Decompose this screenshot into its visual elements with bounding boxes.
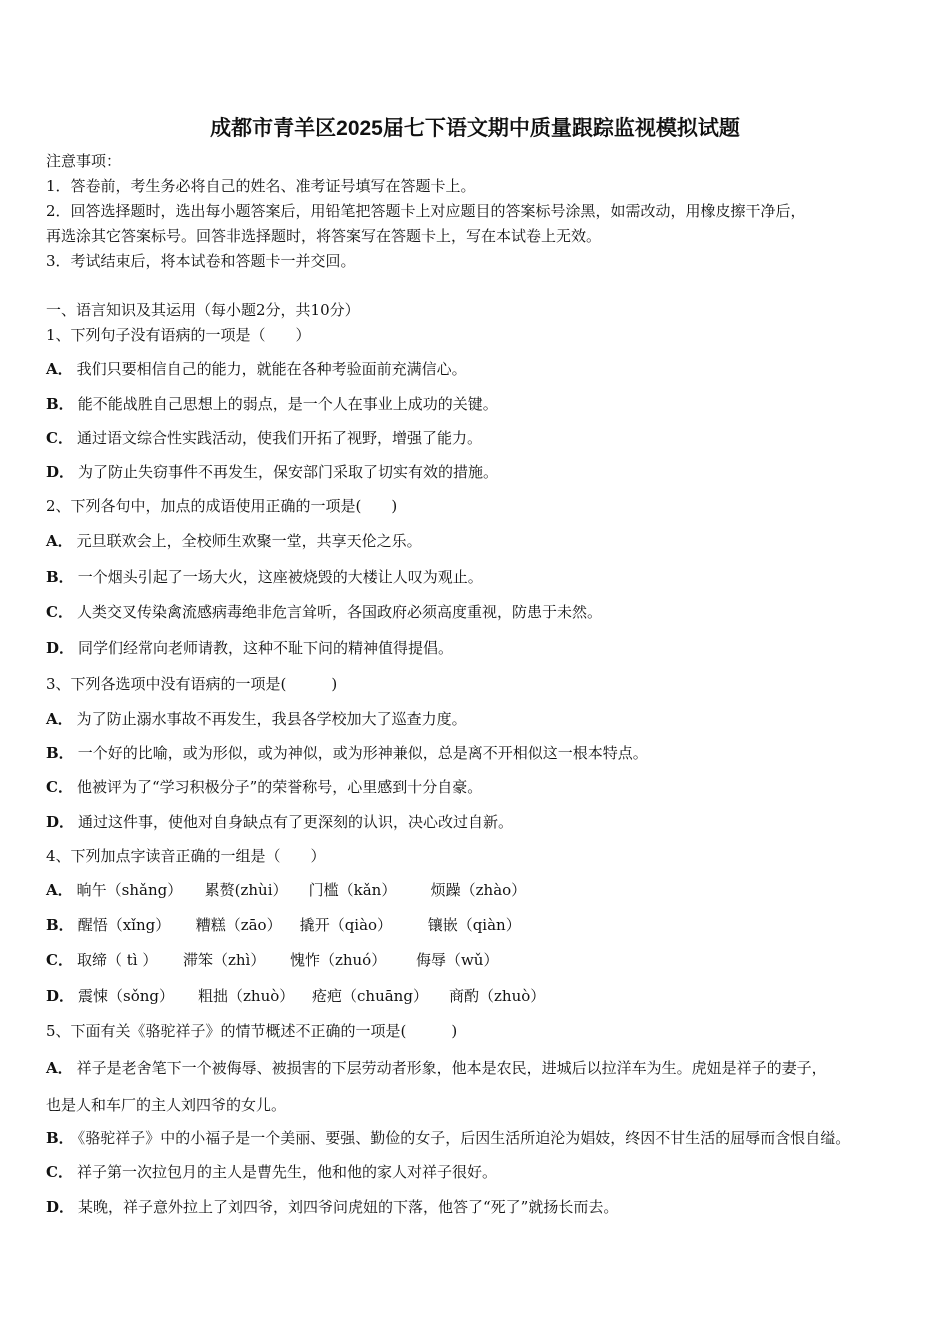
question-2-option-b: [46, 567, 483, 587]
question-5-stem: 5、下面有关《骆驼祥子》的情节概述不正确的一项是( ): [46, 1022, 458, 1040]
pinyin-item: 取缔（ tì ）: [76, 951, 158, 969]
option-label: A．: [46, 1059, 73, 1077]
question-5-option-a-cont: 也是人和车厂的主人刘四爷的女儿。: [46, 1096, 287, 1114]
option-text: 元旦联欢会上，全校师生欢聚一堂，共享天伦之乐。: [76, 532, 422, 550]
question-4-option-c: [46, 950, 498, 970]
option-text: 他被评为了“学习积极分子”的荣誉称号，心里感到十分自豪。: [76, 778, 483, 796]
question-5-option-c: [46, 1162, 497, 1182]
exam-title: 成都市青羊区2025届七下语文期中质量跟踪监视模拟试题: [210, 117, 740, 140]
option-label: B．: [46, 395, 74, 413]
option-label: D．: [46, 987, 75, 1005]
option-text: 同学们经常向老师请教，这种不耻下问的精神值得提倡。: [78, 639, 454, 657]
pinyin-item: 粗拙（zhuò）: [198, 987, 295, 1005]
option-label: D．: [46, 639, 75, 657]
pinyin-item: 商酌（zhuò）: [449, 987, 546, 1005]
option-text: 一个烟头引起了一场大火，这座被烧毁的大楼让人叹为观止。: [77, 568, 483, 586]
option-label: D．: [46, 1198, 75, 1216]
question-2-stem: 2、下列各句中，加点的成语使用正确的一项是( ): [46, 497, 398, 515]
option-label: C．: [46, 1163, 73, 1181]
question-2-option-c: [46, 602, 602, 622]
notice-item-3: 3．考试结束后，将本试卷和答题卡一并交回。: [46, 252, 356, 270]
option-label: D．: [46, 813, 75, 831]
option-label: C．: [46, 778, 73, 796]
option-label: A．: [46, 881, 73, 899]
pinyin-item: 滞笨（zhì）: [182, 951, 266, 969]
question-1-option-a: [46, 359, 467, 379]
pinyin-item: 侮辱（wǔ）: [415, 951, 499, 969]
question-1-stem: 1、下列句子没有语病的一项是（ ）: [46, 326, 311, 344]
option-text: 我们只要相信自己的能力，就能在各种考验面前充满信心。: [76, 360, 467, 378]
option-label: B．: [46, 568, 74, 586]
pinyin-item: 疮疤（chuāng）: [312, 987, 428, 1005]
notice-item-1: 1．答卷前，考生务必将自己的姓名、准考证号填写在答题卡上。: [46, 177, 476, 195]
notice-heading: 注意事项：: [46, 152, 122, 170]
question-5-option-a: [46, 1058, 827, 1078]
question-4-option-a: [46, 880, 526, 900]
option-label: D．: [46, 463, 75, 481]
question-2-option-a: [46, 531, 422, 551]
question-3-option-c: [46, 777, 482, 797]
option-text: 一个好的比喻，或为形似，或为神似，或为形神兼似，总是离不开相似这一根本特点。: [77, 744, 648, 762]
question-3-option-d: [46, 812, 513, 832]
pinyin-item: 烦躁（zhào）: [430, 881, 527, 899]
option-text: 能不能战胜自己思想上的弱点，是一个人在事业上成功的关键。: [77, 395, 498, 413]
notice-item-2: 2．回答选择题时，选出每小题答案后，用铅笔把答题卡上对应题目的答案标号涂黑，如需改动，用橡皮擦干净后，: [46, 202, 806, 220]
question-3-option-a: [46, 709, 467, 729]
pinyin-item: 累赘(zhùi）: [204, 881, 288, 899]
question-3-option-b: [46, 743, 648, 763]
option-text: 某晚，祥子意外拉上了刘四爷，刘四爷问虎妞的下落，他答了“死了”就扬长而去。: [78, 1198, 619, 1216]
question-3-stem: 3、下列各选项中没有语病的一项是( ): [46, 675, 338, 693]
pinyin-item: 愧怍（zhuó）: [289, 951, 387, 969]
question-4-option-b: [46, 915, 521, 935]
option-text: 为了防止失窃事件不再发生，保安部门采取了切实有效的措施。: [78, 463, 499, 481]
option-label: A．: [46, 360, 73, 378]
notice-item-2-cont: 再选涂其它答案标号。回答非选择题时，将答案写在答题卡上，写在本试卷上无效。: [46, 227, 602, 245]
option-label: C．: [46, 429, 73, 447]
option-label: C．: [46, 603, 73, 621]
option-text: 人类交叉传染禽流感病毒绝非危言耸听，各国政府必须高度重视，防患于未然。: [76, 603, 602, 621]
pinyin-item: 晌午（shǎng）: [76, 881, 183, 899]
question-1-option-b: [46, 394, 498, 414]
option-label: C．: [46, 951, 73, 969]
option-text: 为了防止溺水事故不再发生，我县各学校加大了巡查力度。: [76, 710, 467, 728]
option-label: A．: [46, 710, 73, 728]
pinyin-item: 镶嵌（qiàn）: [427, 916, 521, 934]
option-text: 祥子第一次拉包月的主人是曹先生，他和他的家人对祥子很好。: [76, 1163, 497, 1181]
option-label: B．: [46, 916, 74, 934]
option-label: A．: [46, 532, 73, 550]
option-text: 通过语文综合性实践活动，使我们开拓了视野，增强了能力。: [76, 429, 482, 447]
question-4-stem: 4、下列加点字读音正确的一组是（ ）: [46, 847, 326, 865]
option-label: B．: [46, 744, 74, 762]
section-heading: 一、语言知识及其运用（每小题2分，共10分）: [46, 301, 360, 319]
question-1-option-c: [46, 428, 482, 448]
option-text: 通过这件事，使他对自身缺点有了更深刻的认识，决心改过自新。: [78, 813, 514, 831]
option-text: 祥子是老舍笔下一个被侮辱、被损害的下层劳动者形象，他本是农民，进城后以拉洋车为生。虎妞是祥子的妻子，: [76, 1059, 827, 1077]
question-1-option-d: [46, 462, 498, 482]
question-4-option-d: [46, 986, 545, 1006]
option-label: B．: [46, 1129, 74, 1147]
question-2-option-d: [46, 638, 453, 658]
pinyin-item: 撬开（qiào）: [299, 916, 393, 934]
question-5-option-d: [46, 1197, 618, 1217]
question-5-option-b: [46, 1128, 850, 1148]
pinyin-item: 震悚（sǒng）: [78, 987, 175, 1005]
pinyin-item: 醒悟（xǐng）: [77, 916, 171, 934]
pinyin-item: 门槛（kǎn）: [308, 881, 397, 899]
option-text: 《骆驼祥子》中的小福子是一个美丽、要强、勤俭的女子，后因生活所迫沦为娼妓，终因不甘生活的屈辱而含恨自缢。: [77, 1129, 851, 1147]
pinyin-item: 糟糕（zāo）: [195, 916, 282, 934]
